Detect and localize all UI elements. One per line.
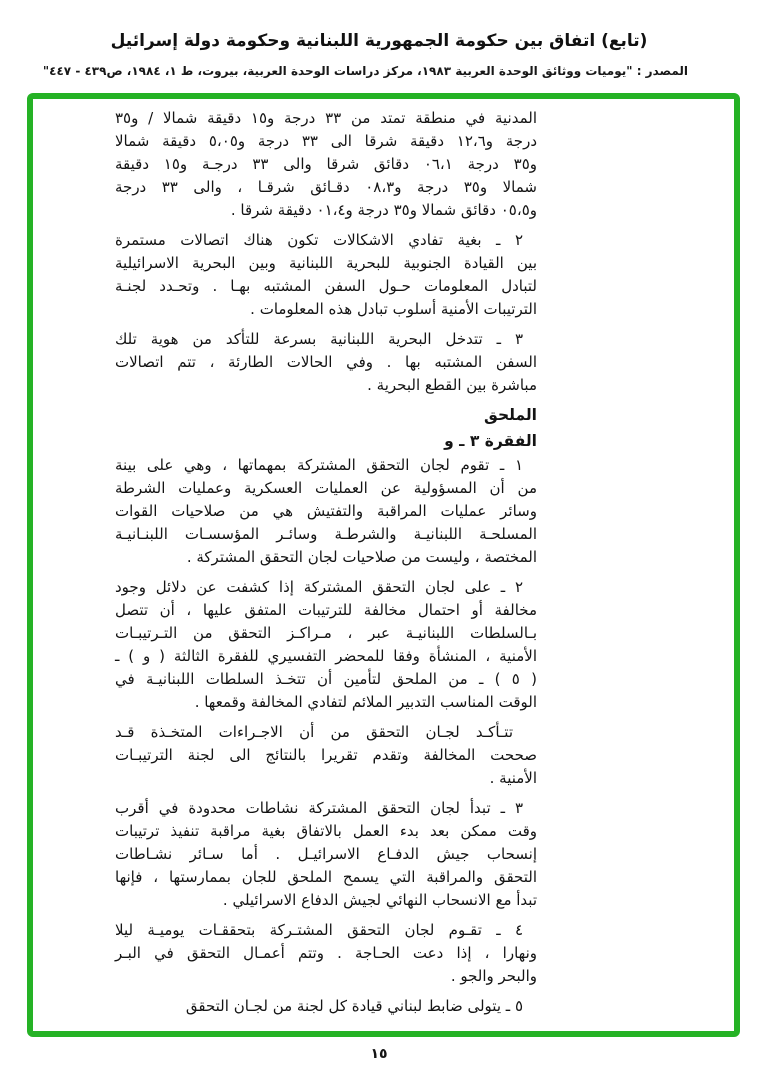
text-line: مباشرة بين القطع البحرية . — [367, 376, 537, 394]
text-line: الترتيبات الأمنية أسلوب تبادل هذه المعلومات . — [250, 300, 537, 318]
text-line: تتـأكـد لجـان التحقق من أن الاجـراءات المتخـذة قـد — [115, 723, 513, 741]
text-line: الوقت المناسب التدبير الملائم لتفادي المخالفة وقمعها . — [194, 693, 537, 711]
text-line: وسائر عمليات المراقبة والتفتيش هي من صلاحيات القوات — [115, 502, 537, 520]
body-paragraph — [115, 995, 537, 1018]
text-line: لتبادل المعلومات حـول السفن المشتبه بهـا . وتحـدد لجنـة — [115, 277, 537, 295]
body-paragraph — [115, 721, 537, 790]
text-line: ١ ـ تقوم لجان التحقق المشتركة بمهماتها ، وهي على بينة — [115, 456, 523, 474]
section-heading — [115, 430, 537, 453]
document-body — [115, 107, 537, 1025]
text-line: التحقق والمراقبة التي يسمح الملحق للجان بممارستها ، فإنها — [115, 868, 537, 886]
text-line: الأمنية . — [489, 769, 537, 787]
text-line: درجة و١٢،٦ دقيقة شرقا الى ٣٣ درجة و٥،٠٥ دقيقة شمالا — [115, 132, 538, 150]
text-line: ونهارا ، إذا دعت الحـاجة . وتتم أعمـال التحقق في البـر — [115, 944, 537, 962]
text-line: السفن المشتبه بها . وفي الحالات الطارئة ، تتم اتصالات — [115, 353, 537, 371]
text-line: تبدأ مع الانسحاب النهائي لجيش الدفاع الاسرائيلي . — [222, 891, 537, 909]
text-line: ٥ ـ يتولى ضابط لبناني قيادة كل لجنة من لجـان التحقق — [185, 997, 523, 1015]
body-paragraph — [115, 797, 537, 912]
text-line: والبحر والجو . — [450, 967, 537, 985]
page-title: (تابع) اتفاق بين حكومة الجمهورية اللبنانية وحكومة دولة إسرائيل — [110, 31, 648, 51]
text-line: الملحق — [484, 406, 537, 424]
text-line: المسلحـة اللبنانيـة والشرطـة وسائـر المؤسسـات اللبنـانيـة — [115, 525, 537, 543]
text-line: ٢ ـ بغية تفادي الاشكالات تكون هناك اتصالات مستمرة — [115, 231, 523, 249]
text-line: و٠٥،٥ دقائق شمالا و٣٥ درجة و٠١،٤ دقيقة شرقا . — [230, 201, 537, 219]
body-paragraph — [115, 107, 537, 222]
text-line: بين القيادة الجنوبية للبحرية اللبنانية وبين البحرية الاسرائيلية — [115, 254, 537, 272]
body-paragraph — [115, 576, 537, 714]
text-line: ٢ ـ على لجان التحقق المشتركة إذا كشفت عن دلائل وجود — [115, 578, 523, 596]
text-line: وقت ممكن بعد بدء العمل بالاتفاق بغية مراقبة تنفيذ ترتيبات — [115, 822, 537, 840]
text-line: ٣ ـ تبدأ لجان التحقق المشتركة نشاطات محدودة في أقرب — [115, 799, 523, 817]
text-line: و٣٥ درجة ٠٦،١ دقائق شرقا والى ٣٣ درجـة و١٥ دقيقة — [115, 155, 538, 173]
body-paragraph — [115, 919, 537, 988]
text-line: ٤ ـ تقـوم لجان التحقق المشتـركة بتحققـات يوميـة ليلا — [115, 921, 523, 939]
text-line: المدنية في منطقة تمتد من ٣٣ درجة و١٥ دقيقة شمالا / و٣٥ — [115, 109, 537, 127]
text-line: الأمنية ، المنشأة وفقا للمحضر التفسيري للفقرة الثالثة ( و ) ـ — [115, 647, 537, 665]
text-line: شمالا و٣٥ درجة و٠٨،٣ دقـائق شرقـا ، والى ٣٣ درجة — [115, 178, 537, 196]
body-paragraph — [115, 454, 537, 569]
text-line: الفقرة ٣ ـ و — [444, 432, 537, 450]
body-paragraph — [115, 328, 537, 397]
text-line: إنسحاب جيش الدفـاع الاسرائيـل . أما سـائر نشـاطات — [115, 845, 537, 863]
text-line: ( ٥ ) ـ من الملحق لتأمين أن تتخـذ السلطات اللبنانيـة في — [115, 670, 537, 688]
text-line: مخالفة أو احتمال مخالفة للترتيبات المتفق عليها ، أن تتصل — [115, 601, 537, 619]
section-heading — [115, 404, 537, 427]
page-number: ١٥ — [370, 1046, 388, 1062]
text-line: من أن المسؤولية عن العمليات العسكرية وعمليات الشرطة — [115, 479, 537, 497]
body-paragraph — [115, 229, 537, 321]
source-citation: المصدر : "يوميات ووثائق الوحدة العربية ١٩٨٣، مركز دراسات الوحدة العربية، بيروت، ط ١، ١٩٨٤، ص٤٣٩ - ٤٤٧" — [42, 64, 688, 78]
text-line: المختصة ، وليست من صلاحيات لجان التحقق المشتركة . — [186, 548, 537, 566]
text-line: ٣ ـ تتدخل البحرية اللبنانية بسرعة للتأكد من هوية تلك — [115, 330, 523, 348]
text-line: صححت المخالفة وتقدم تقريرا بالنتائج الى لجنة الترتيبـات — [115, 746, 537, 764]
text-line: بـالسلطات اللبنانيـة عبر ، مـراكـز التحقق من التـرتيبـات — [115, 624, 537, 642]
